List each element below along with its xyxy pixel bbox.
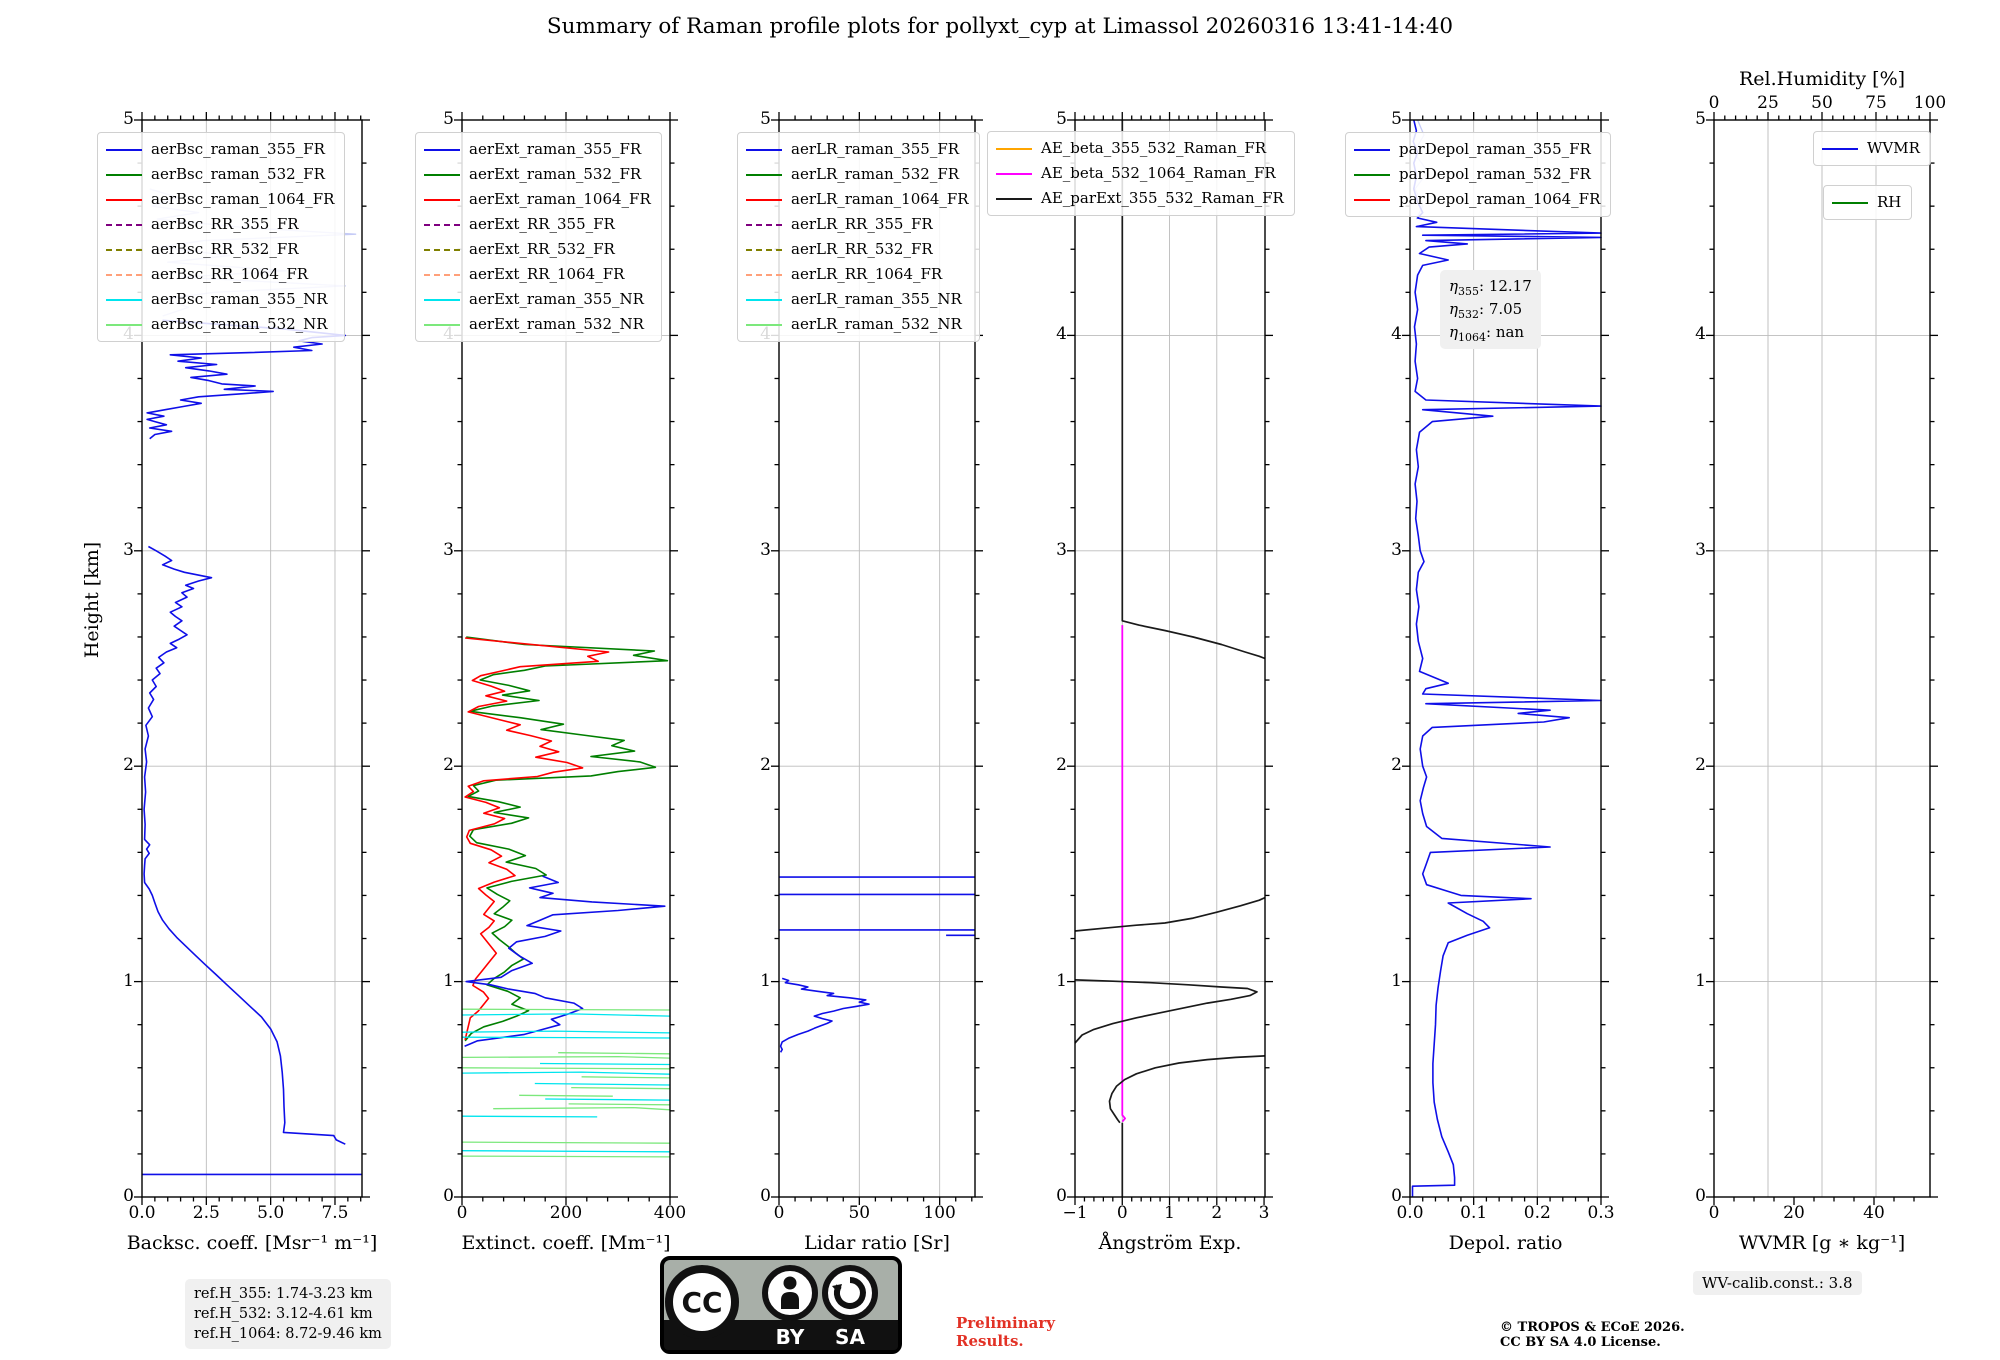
preliminary-results-text: Preliminary Results. xyxy=(956,1314,1055,1350)
legend-box xyxy=(1345,132,1611,217)
legend-box xyxy=(737,132,980,342)
legend-item xyxy=(424,312,651,337)
share-alike-icon xyxy=(825,1268,875,1318)
legend-item xyxy=(106,262,334,287)
cc-badge-graphic xyxy=(660,1256,902,1354)
legend-line-sample xyxy=(424,324,460,326)
legend-line-sample xyxy=(1354,174,1390,176)
y-tick-label: 3 xyxy=(123,539,134,560)
legend-item xyxy=(106,287,334,312)
y-tick-label: 1 xyxy=(1695,970,1706,991)
legend-line-sample xyxy=(106,274,142,276)
legend-line-sample xyxy=(106,224,142,226)
y-tick-label: 0 xyxy=(1056,1186,1067,1206)
top-axis-tick-label: 25 xyxy=(1757,93,1779,113)
y-tick-label: 3 xyxy=(760,539,771,560)
y-tick-label: 1 xyxy=(760,970,771,991)
legend-label: aerBsc_RR_532_FR xyxy=(151,240,299,258)
series-aerExt_raman_355_NR xyxy=(462,1116,597,1117)
top-axis-tick-label: 50 xyxy=(1811,93,1833,113)
y-tick-label: 1 xyxy=(443,970,454,991)
legend-box xyxy=(1813,131,1931,166)
legend-label: aerBsc_raman_355_FR xyxy=(151,140,325,158)
legend-item xyxy=(1354,162,1600,187)
legend-item xyxy=(424,162,651,187)
legend-label: aerLR_raman_532_FR xyxy=(791,165,960,183)
legend-line-sample xyxy=(746,249,782,251)
series-aerExt_raman_532_NR xyxy=(582,1077,670,1078)
legend-line-sample xyxy=(106,249,142,251)
legend-label: aerExt_raman_355_NR xyxy=(469,290,644,308)
y-tick-label: 5 xyxy=(123,109,134,129)
legend-label: aerExt_RR_532_FR xyxy=(469,240,615,258)
legend-item xyxy=(996,186,1284,211)
legend-line-sample xyxy=(746,174,782,176)
y-tick-label: 3 xyxy=(443,539,454,560)
legend-label: aerBsc_RR_1064_FR xyxy=(151,265,309,283)
legend-box xyxy=(1823,185,1912,220)
x-axis-label: WVMR [g ∗ kg⁻¹] xyxy=(1738,1232,1906,1254)
ref-height-box xyxy=(185,1279,391,1349)
legend-box xyxy=(415,132,662,342)
x-tick-label: 0 xyxy=(773,1203,785,1223)
y-tick-label: 0 xyxy=(443,1186,454,1206)
series-aerExt_raman_532_NR xyxy=(462,1142,670,1143)
series-aerExt_raman_355_NR xyxy=(540,1064,670,1065)
y-tick-label: 5 xyxy=(1391,109,1402,129)
series-AE_parExt_355_532_Raman_FR xyxy=(1075,898,1265,931)
legend-label: aerExt_raman_532_NR xyxy=(469,315,644,333)
series-aerExt_raman_532_NR xyxy=(569,1104,670,1105)
series-AE_parExt_355_532_Raman_FR xyxy=(1075,980,1257,1043)
legend-item xyxy=(746,312,969,337)
badge-sa-label: SA xyxy=(835,1325,865,1349)
legend-item xyxy=(106,187,334,212)
y-tick-label: 2 xyxy=(123,755,134,776)
legend-item xyxy=(424,287,651,312)
legend-line-sample xyxy=(424,199,460,201)
legend-label: aerBsc_raman_532_NR xyxy=(151,315,328,333)
badge-by-label: BY xyxy=(775,1325,805,1349)
legend-item xyxy=(1354,137,1600,162)
legend-item xyxy=(106,237,334,262)
y-tick-label: 1 xyxy=(1056,970,1067,991)
legend-item xyxy=(746,212,969,237)
x-tick-label: 0.0 xyxy=(128,1203,156,1223)
legend-item xyxy=(106,137,334,162)
series-AE_beta_532_1064_Raman_FR xyxy=(1122,625,1125,1122)
x-tick-label: 0.3 xyxy=(1587,1203,1615,1223)
y-tick-label: 3 xyxy=(1056,539,1067,560)
legend-label: aerLR_raman_355_NR xyxy=(791,290,962,308)
legend-label: aerExt_RR_1064_FR xyxy=(469,265,625,283)
series-aerExt_raman_532_NR xyxy=(462,1068,670,1069)
y-tick-label: 5 xyxy=(1056,109,1067,129)
y-tick-label: 0 xyxy=(1695,1186,1706,1206)
legend-label: AE_beta_532_1064_Raman_FR xyxy=(1041,164,1276,182)
x-tick-label: 0.1 xyxy=(1460,1203,1488,1223)
legend-label: aerExt_raman_532_FR xyxy=(469,165,642,183)
top-axis-tick-label: 75 xyxy=(1865,93,1887,113)
ref-h-355: ref.H_355: 1.74-3.23 km xyxy=(194,1286,373,1302)
y-tick-label: 4 xyxy=(1695,324,1706,345)
legend-line-sample xyxy=(1354,199,1390,201)
y-axis-label: Height [km] xyxy=(81,541,103,659)
series-aerExt_raman_532_NR xyxy=(462,1009,670,1010)
legend-label: aerBsc_raman_1064_FR xyxy=(151,190,335,208)
x-tick-label: 400 xyxy=(653,1203,687,1223)
legend-label: aerExt_raman_1064_FR xyxy=(469,190,651,208)
y-tick-label: 0 xyxy=(123,1186,134,1206)
top-axis-tick-label: 100 xyxy=(1913,93,1947,113)
legend-item xyxy=(746,262,969,287)
series-aerExt_raman_532_NR xyxy=(493,1108,670,1110)
series-aerBsc_raman_355_FR xyxy=(144,547,345,1145)
legend-item xyxy=(746,287,969,312)
y-tick-label: 1 xyxy=(1391,970,1402,991)
x-axis-label: Depol. ratio xyxy=(1448,1232,1563,1254)
series-AE_parExt_355_532_Raman_FR xyxy=(1110,1056,1266,1123)
legend-label: aerLR_RR_355_FR xyxy=(791,215,933,233)
legend-line-sample xyxy=(106,174,142,176)
cc-by-sa-badge[interactable] xyxy=(660,1256,902,1358)
series-aerExt_raman_355_NR xyxy=(462,1151,670,1152)
x-axis-label: Backsc. coeff. [Msr⁻¹ m⁻¹] xyxy=(126,1232,378,1254)
y-tick-label: 2 xyxy=(1391,755,1402,776)
legend-line-sample xyxy=(424,274,460,276)
legend-label: aerExt_raman_355_FR xyxy=(469,140,642,158)
series-aerExt_raman_355_NR xyxy=(462,1037,670,1038)
x-tick-label: 50 xyxy=(848,1203,871,1223)
legend-line-sample xyxy=(746,199,782,201)
x-tick-label: 40 xyxy=(1863,1203,1885,1223)
eta-532-row: $\eta_{532}$: 7.05 xyxy=(1449,300,1523,321)
wv-calib-box: WV-calib.const.: 3.8 xyxy=(1693,1271,1862,1295)
y-tick-label: 5 xyxy=(760,109,771,129)
copyright-text: © TROPOS & ECoE 2026. CC BY SA 4.0 License. xyxy=(1500,1320,1685,1350)
y-tick-label: 0 xyxy=(760,1186,771,1206)
legend-item xyxy=(106,212,334,237)
legend-line-sample xyxy=(746,224,782,226)
y-tick-label: 2 xyxy=(1695,755,1706,776)
x-axis-label: Lidar ratio [Sr] xyxy=(804,1232,950,1254)
figure-title: Summary of Raman profile plots for pollyxt_cyp at Limassol 20260316 13:41-14:40 xyxy=(546,14,1454,39)
legend-box xyxy=(97,132,345,342)
legend-label: aerLR_raman_355_FR xyxy=(791,140,960,158)
y-tick-label: 1 xyxy=(123,970,134,991)
x-tick-label: 100 xyxy=(923,1203,956,1223)
legend-label: aerLR_RR_532_FR xyxy=(791,240,933,258)
series-aerLR_raman_355_FR xyxy=(781,978,869,1052)
x-tick-label: 3 xyxy=(1258,1203,1270,1223)
legend-line-sample xyxy=(424,149,460,151)
legend-line-sample xyxy=(746,299,782,301)
legend-item xyxy=(424,137,651,162)
y-tick-label: 4 xyxy=(1056,324,1067,345)
legend-line-sample xyxy=(424,299,460,301)
series-aerExt_raman_532_NR xyxy=(558,1053,670,1054)
x-tick-label: −1 xyxy=(1062,1203,1088,1223)
x-tick-label: 2 xyxy=(1211,1203,1223,1223)
legend-item xyxy=(424,187,651,212)
legend-label: AE_parExt_355_532_Raman_FR xyxy=(1041,189,1284,207)
legend-item xyxy=(106,162,334,187)
legend-line-sample xyxy=(746,324,782,326)
legend-label: WVMR xyxy=(1867,139,1920,157)
legend-label: aerExt_RR_355_FR xyxy=(469,215,615,233)
legend-item xyxy=(996,161,1284,186)
legend-box xyxy=(987,131,1295,216)
y-tick-label: 5 xyxy=(1695,109,1706,129)
legend-line-sample xyxy=(746,274,782,276)
x-tick-label: 7.5 xyxy=(321,1203,349,1223)
legend-label: aerBsc_raman_355_NR xyxy=(151,290,328,308)
y-tick-label: 3 xyxy=(1695,539,1706,560)
eta-1064-row: $\eta_{1064}$: nan xyxy=(1449,323,1525,344)
legend-item xyxy=(424,237,651,262)
legend-line-sample xyxy=(746,149,782,151)
x-tick-label: 2.5 xyxy=(192,1203,220,1223)
legend-line-sample xyxy=(424,249,460,251)
y-tick-label: 2 xyxy=(760,755,771,776)
legend-label: aerBsc_raman_532_FR xyxy=(151,165,325,183)
legend-line-sample xyxy=(106,324,142,326)
x-tick-label: 1 xyxy=(1164,1203,1175,1223)
x-tick-label: 0 xyxy=(1116,1203,1128,1223)
legend-line-sample xyxy=(996,173,1032,175)
legend-item xyxy=(1822,136,1920,161)
series-aerExt_raman_355_NR xyxy=(535,1084,670,1086)
y-tick-label: 0 xyxy=(1391,1186,1402,1206)
legend-label: aerLR_raman_1064_FR xyxy=(791,190,969,208)
legend-item xyxy=(746,187,969,212)
x-tick-label: 0.2 xyxy=(1523,1203,1551,1223)
legend-line-sample xyxy=(424,224,460,226)
legend-item xyxy=(424,212,651,237)
ref-h-532: ref.H_532: 3.12-4.61 km xyxy=(194,1306,373,1322)
legend-label: aerLR_RR_1064_FR xyxy=(791,265,943,283)
top-axis-title: Rel.Humidity [%] xyxy=(1738,68,1906,90)
eta-annotation-box xyxy=(1440,270,1541,349)
y-tick-label: 3 xyxy=(1391,539,1402,560)
x-tick-label: 0 xyxy=(1708,1203,1720,1223)
x-tick-label: 0.0 xyxy=(1396,1203,1424,1223)
y-tick-label: 4 xyxy=(1391,324,1402,345)
legend-line-sample xyxy=(996,148,1032,150)
svg-text:CC: CC xyxy=(681,1286,723,1319)
legend-line-sample xyxy=(1822,148,1858,150)
series-aerExt_raman_532_NR xyxy=(462,1156,670,1157)
legend-line-sample xyxy=(424,174,460,176)
legend-item xyxy=(424,262,651,287)
legend-item xyxy=(746,162,969,187)
legend-line-sample xyxy=(1832,202,1868,204)
legend-label: parDepol_raman_1064_FR xyxy=(1399,190,1601,208)
eta-355-row: $\eta_{355}$: 12.17 xyxy=(1449,277,1532,298)
legend-line-sample xyxy=(106,299,142,301)
legend-label: aerLR_raman_532_NR xyxy=(791,315,962,333)
ref-h-1064: ref.H_1064: 8.72-9.46 km xyxy=(194,1326,382,1342)
series-aerExt_raman_532_NR xyxy=(571,1088,670,1089)
x-axis-label: Extinct. coeff. [Mm⁻¹] xyxy=(461,1232,671,1254)
legend-line-sample xyxy=(1354,149,1390,151)
legend-item xyxy=(1832,190,1901,215)
x-axis-label: Ångström Exp. xyxy=(1098,1232,1242,1254)
x-tick-label: 5.0 xyxy=(257,1203,285,1223)
legend-label: RH xyxy=(1877,193,1902,211)
legend-line-sample xyxy=(106,199,142,201)
x-tick-label: 0 xyxy=(456,1203,468,1223)
legend-item xyxy=(746,237,969,262)
y-tick-label: 5 xyxy=(443,109,454,129)
top-axis-tick-label: 0 xyxy=(1708,93,1720,113)
legend-item xyxy=(746,137,969,162)
legend-item xyxy=(106,312,334,337)
series-aerExt_raman_355_NR xyxy=(545,1099,670,1100)
x-tick-label: 20 xyxy=(1783,1203,1805,1223)
legend-line-sample xyxy=(106,149,142,151)
legend-item xyxy=(1354,187,1600,212)
series-aerExt_raman_532_NR xyxy=(519,1095,613,1096)
legend-item xyxy=(996,136,1284,161)
legend-line-sample xyxy=(996,198,1032,200)
legend-label: aerBsc_RR_355_FR xyxy=(151,215,299,233)
x-tick-label: 200 xyxy=(549,1203,583,1223)
y-tick-label: 2 xyxy=(1056,755,1067,776)
legend-label: AE_beta_355_532_Raman_FR xyxy=(1041,139,1267,157)
axes-frame xyxy=(1075,120,1265,1197)
y-tick-label: 2 xyxy=(443,755,454,776)
legend-label: parDepol_raman_355_FR xyxy=(1399,140,1591,158)
legend-label: parDepol_raman_532_FR xyxy=(1399,165,1591,183)
